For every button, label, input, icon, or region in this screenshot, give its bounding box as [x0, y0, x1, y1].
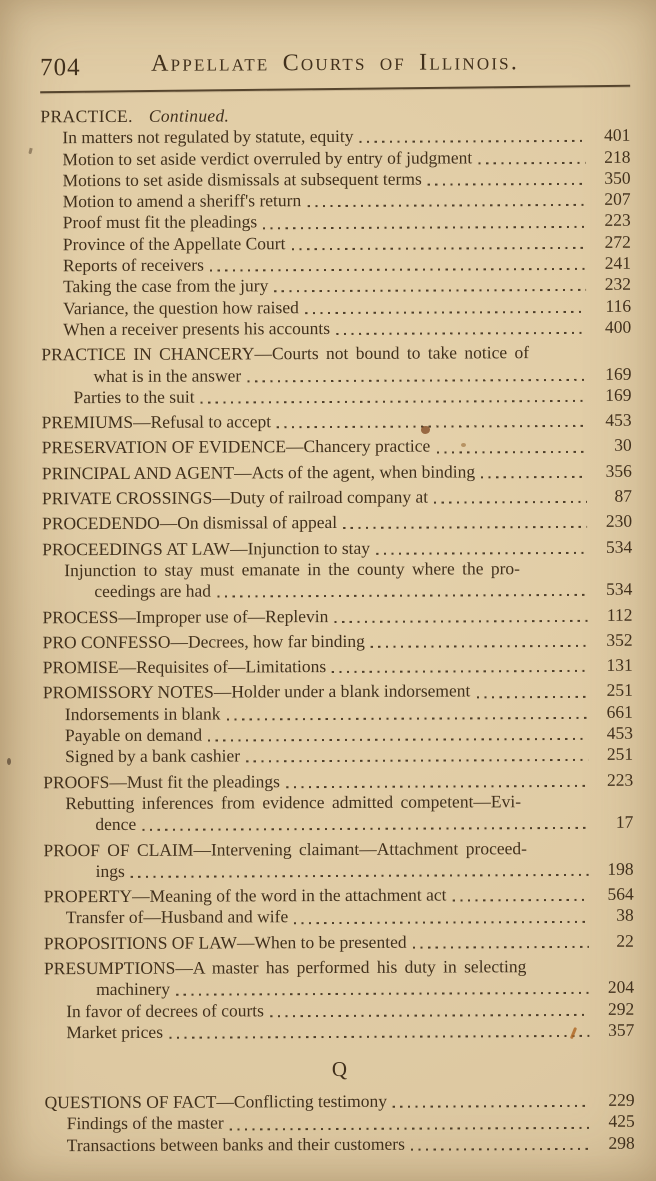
entry-text: PRINCIPAL AND AGENT—Acts of the agent, when binding	[41, 461, 476, 484]
entry-line	[45, 1111, 635, 1135]
index-entry	[41, 274, 631, 298]
index-entry	[45, 1090, 635, 1114]
entry-text: Parties to the suit	[73, 386, 195, 408]
entry-line	[40, 146, 630, 170]
entry-page-number: 30	[614, 435, 632, 456]
entry-line	[41, 210, 631, 234]
entry-text: Motion to amend a sheriff's return	[62, 190, 302, 212]
entry-text: Province of the Appellate Court	[62, 232, 286, 254]
entry-line	[42, 511, 632, 535]
index-entry	[41, 342, 631, 387]
index-entry	[43, 744, 633, 768]
index-entry	[41, 295, 631, 319]
dot-leader	[453, 894, 589, 902]
dot-leader	[226, 712, 587, 721]
entry-text: When a receiver presents his accounts	[63, 317, 331, 340]
index-entry	[45, 1111, 635, 1135]
index-entry	[44, 930, 634, 954]
entry-text: Transfer of—Husband and wife	[65, 906, 289, 928]
index-entry	[41, 168, 631, 192]
index-entry	[44, 884, 634, 908]
index-entry	[41, 210, 631, 234]
index-entry	[45, 1132, 635, 1156]
entry-page-number: 218	[604, 146, 631, 167]
dot-leader	[332, 665, 588, 673]
index-entry	[40, 125, 630, 149]
dot-leader	[334, 615, 587, 623]
entry-page-number: 298	[608, 1132, 635, 1153]
page-content	[40, 47, 635, 1157]
entry-continued-label: Continued.	[148, 105, 230, 126]
index-entry	[42, 410, 632, 434]
dot-leader	[393, 1100, 590, 1108]
entry-page-number: 251	[606, 680, 633, 701]
entry-page-number: 223	[606, 769, 634, 790]
dot-leader	[210, 263, 586, 272]
dot-leader	[263, 221, 586, 229]
entry-page-number: 241	[604, 252, 631, 273]
entry-page-number: 453	[605, 409, 632, 430]
index-entry	[44, 998, 634, 1022]
entry-line	[42, 435, 632, 459]
entry-line	[43, 680, 633, 704]
entry-text: Taking the case from the jury	[62, 275, 269, 297]
entry-text: Proof must fit the pleadings	[62, 211, 258, 233]
entry-text: PRACTICE IN CHANCERY—Courts not bound to take notice of	[41, 342, 530, 365]
entry-line	[40, 104, 630, 128]
dot-leader	[481, 471, 587, 478]
dot-leader	[307, 199, 585, 207]
entry-line	[42, 579, 632, 603]
dot-leader	[371, 640, 588, 648]
entry-line	[43, 701, 633, 725]
entry-page-number: 198	[607, 858, 634, 879]
dot-leader	[169, 1030, 589, 1039]
index-entry	[44, 905, 634, 929]
entry-line	[44, 859, 634, 883]
dot-leader	[131, 869, 589, 878]
index-list	[40, 104, 635, 1157]
entry-text: PROMISE—Requisites of—Limitations	[42, 656, 327, 678]
index-entry	[41, 385, 631, 409]
entry-page-number: 401	[604, 125, 631, 146]
entry-line	[41, 274, 631, 298]
entry-text: PREMIUMS—Refusal to accept	[41, 411, 272, 433]
dot-leader	[305, 306, 586, 314]
dot-leader	[336, 327, 586, 335]
entry-line	[45, 1090, 635, 1114]
entry-page-number: 38	[616, 905, 634, 926]
entry-line	[40, 125, 630, 149]
entry-page-number: 131	[606, 654, 633, 675]
dot-leader	[201, 395, 587, 404]
section-letter: Q	[331, 1057, 348, 1082]
entry-text: In favor of decrees of courts	[66, 999, 265, 1021]
index-entry	[40, 146, 630, 170]
entry-line	[43, 655, 633, 679]
dot-leader	[270, 1009, 589, 1017]
dot-leader	[274, 285, 586, 293]
entry-page-number: 357	[607, 1019, 635, 1040]
dot-leader	[277, 420, 587, 428]
dot-leader	[208, 733, 588, 742]
entry-page-number: 564	[607, 883, 634, 904]
index-entry	[43, 791, 633, 836]
entry-line	[43, 630, 633, 654]
entry-page-number: 223	[604, 210, 631, 231]
dot-leader	[176, 987, 589, 996]
entry-line	[44, 956, 634, 980]
entry-line	[42, 460, 632, 484]
dot-leader	[411, 1143, 590, 1151]
entry-line	[41, 189, 631, 213]
entry-line	[45, 1132, 635, 1156]
index-entry	[42, 460, 632, 484]
entry-line	[43, 723, 633, 747]
entry-page-number: 400	[604, 316, 632, 337]
dot-leader	[343, 522, 587, 530]
entry-text: Indorsements in blank	[64, 703, 221, 724]
entry-line	[43, 812, 633, 836]
entry-page-number: 169	[605, 384, 632, 405]
entry-page-number: 272	[604, 231, 631, 252]
entry-page-number: 534	[605, 536, 633, 557]
entry-text-wrap: machinery	[96, 979, 171, 1000]
entry-line	[43, 769, 633, 793]
entry-text: PRESERVATION OF EVIDENCE—Chancery practice	[41, 436, 431, 458]
dot-leader	[142, 822, 588, 831]
entry-page-number: 356	[605, 460, 632, 481]
entry-line	[44, 1020, 634, 1044]
entry-page-number: 352	[606, 629, 633, 650]
entry-text-wrap: dence	[95, 814, 137, 835]
entry-line	[43, 744, 633, 768]
running-title: Appellate Courts of Illinois.	[151, 49, 520, 77]
entry-text: QUESTIONS OF FACT—Conflicting testimony	[44, 1090, 388, 1113]
entry-page-number: 230	[605, 511, 633, 532]
dot-leader	[478, 157, 585, 164]
entry-text: Variance, the question how raised	[63, 296, 299, 318]
index-entry	[41, 231, 631, 255]
dot-leader	[286, 780, 588, 788]
entry-text: Reports of receivers	[62, 254, 204, 276]
entry-page-number: 232	[604, 274, 632, 295]
dot-leader	[476, 691, 587, 698]
index-entry	[44, 956, 634, 1001]
entry-text-wrap: what is in the answer	[93, 364, 242, 386]
index-entry	[43, 723, 633, 747]
entry-text: PROOF OF CLAIM—Intervening claimant—Attachment proceed-	[43, 837, 527, 860]
entry-text: PROPOSITIONS OF LAW—When to be presented	[43, 931, 407, 953]
entry-heading: PRACTICE.	[40, 105, 133, 127]
entry-line	[41, 168, 631, 192]
entry-page-number: 661	[606, 701, 633, 722]
margin-speck	[7, 758, 11, 765]
index-entry	[43, 680, 633, 704]
dot-leader	[291, 242, 585, 250]
entry-page-number: 251	[606, 744, 634, 765]
entry-line	[42, 604, 632, 628]
index-entry	[42, 511, 632, 535]
entry-text: Injunction to stay must emanate in the county where the pro-	[64, 558, 521, 581]
entry-page-number: 87	[614, 485, 633, 506]
index-entry	[42, 604, 632, 628]
page-header	[40, 47, 630, 88]
entry-line	[41, 342, 631, 366]
dot-leader	[217, 589, 587, 598]
index-entry	[42, 486, 632, 510]
dot-leader	[434, 496, 587, 504]
entry-line	[43, 791, 633, 815]
entry-text: Findings of the master	[66, 1112, 224, 1134]
dot-leader	[436, 446, 586, 454]
entry-text: Rebutting inferences from evidence admitted competent—Evi-	[65, 791, 522, 814]
entry-line	[44, 905, 634, 929]
entry-line	[41, 231, 631, 255]
entry-line	[42, 486, 632, 510]
entry-page-number: 350	[604, 167, 631, 188]
entry-page-number: 453	[606, 722, 634, 743]
entry-text: PROCESS—Improper use of—Replevin	[42, 605, 329, 627]
entry-text: Payable on demand	[64, 724, 203, 746]
dot-leader	[376, 547, 587, 555]
entry-text: PROCEEDINGS AT LAW—Injunction to stay	[42, 537, 371, 559]
margin-speck	[28, 148, 32, 155]
entry-line	[44, 977, 634, 1001]
entry-text: Market prices	[66, 1021, 164, 1043]
dot-leader	[230, 1122, 590, 1131]
dot-leader	[428, 178, 586, 186]
entry-page-number: 207	[604, 188, 631, 210]
entry-line	[41, 295, 631, 319]
entry-text: Signed by a bank cashier	[65, 745, 241, 767]
dot-leader	[246, 755, 588, 763]
entry-line	[44, 884, 634, 908]
entry-text-wrap: ceedings are had	[94, 580, 212, 602]
dot-leader	[247, 374, 586, 382]
dot-leader	[413, 941, 589, 949]
index-entry	[43, 701, 633, 725]
entry-page-number: 116	[605, 295, 632, 316]
index-entry	[41, 317, 631, 341]
entry-text: In matters not regulated by statute, equity	[62, 126, 354, 148]
entry-text: Transactions between banks and their customers	[66, 1133, 405, 1155]
index-entry	[43, 630, 633, 654]
index-entry	[41, 253, 631, 277]
entry-text: Motion to set aside verdict overruled by entry of judgment	[62, 146, 473, 169]
entry-line	[41, 385, 631, 409]
index-entry	[43, 655, 633, 679]
entry-text-wrap: ings	[95, 860, 125, 881]
index-entry	[40, 104, 630, 128]
entry-line	[44, 998, 634, 1022]
page-number: 704	[40, 54, 81, 82]
entry-text: PROMISSORY NOTES—Holder under a blank indorsement	[42, 680, 471, 703]
entry-line	[41, 317, 631, 341]
entry-line	[41, 363, 631, 387]
entry-text: PRO CONFESSO—Decrees, how far binding	[42, 630, 365, 653]
entry-text: PROOFS—Must fit the pleadings	[43, 770, 281, 792]
entry-text: PRIVATE CROSSINGS—Duty of railroad company at	[41, 486, 429, 509]
entry-line	[42, 558, 632, 582]
index-entry	[43, 837, 633, 882]
entry-page-number: 22	[616, 930, 634, 951]
index-entry	[42, 435, 632, 459]
entry-line	[42, 536, 632, 560]
entry-page-number: 112	[606, 604, 633, 625]
index-entry	[42, 558, 632, 603]
index-entry	[43, 769, 633, 793]
entry-line	[42, 410, 632, 434]
entry-page-number: 204	[607, 976, 635, 998]
dot-leader	[294, 916, 589, 924]
entry-page-number: 534	[606, 578, 633, 600]
entry-text: Motions to set aside dismissals at subsequent terms	[62, 168, 422, 191]
entry-page-number: 425	[608, 1111, 635, 1132]
entry-page-number: 17	[615, 811, 634, 832]
entry-text: PRESUMPTIONS—A master has performed his duty in selecting	[43, 956, 527, 979]
index-entry	[41, 189, 631, 213]
entry-page-number: 229	[608, 1089, 635, 1110]
entry-line	[44, 930, 634, 954]
index-entry	[44, 1020, 634, 1044]
entry-text: PROPERTY—Meaning of the word in the attachment act	[43, 884, 447, 907]
entry-page-number: 292	[607, 998, 635, 1019]
dot-leader	[359, 136, 585, 144]
entry-line	[43, 837, 633, 861]
entry-text: PROCEDENDO—On dismissal of appeal	[42, 512, 338, 534]
index-entry	[42, 536, 632, 560]
entry-page-number: 169	[605, 363, 632, 384]
entry-line	[41, 253, 631, 277]
